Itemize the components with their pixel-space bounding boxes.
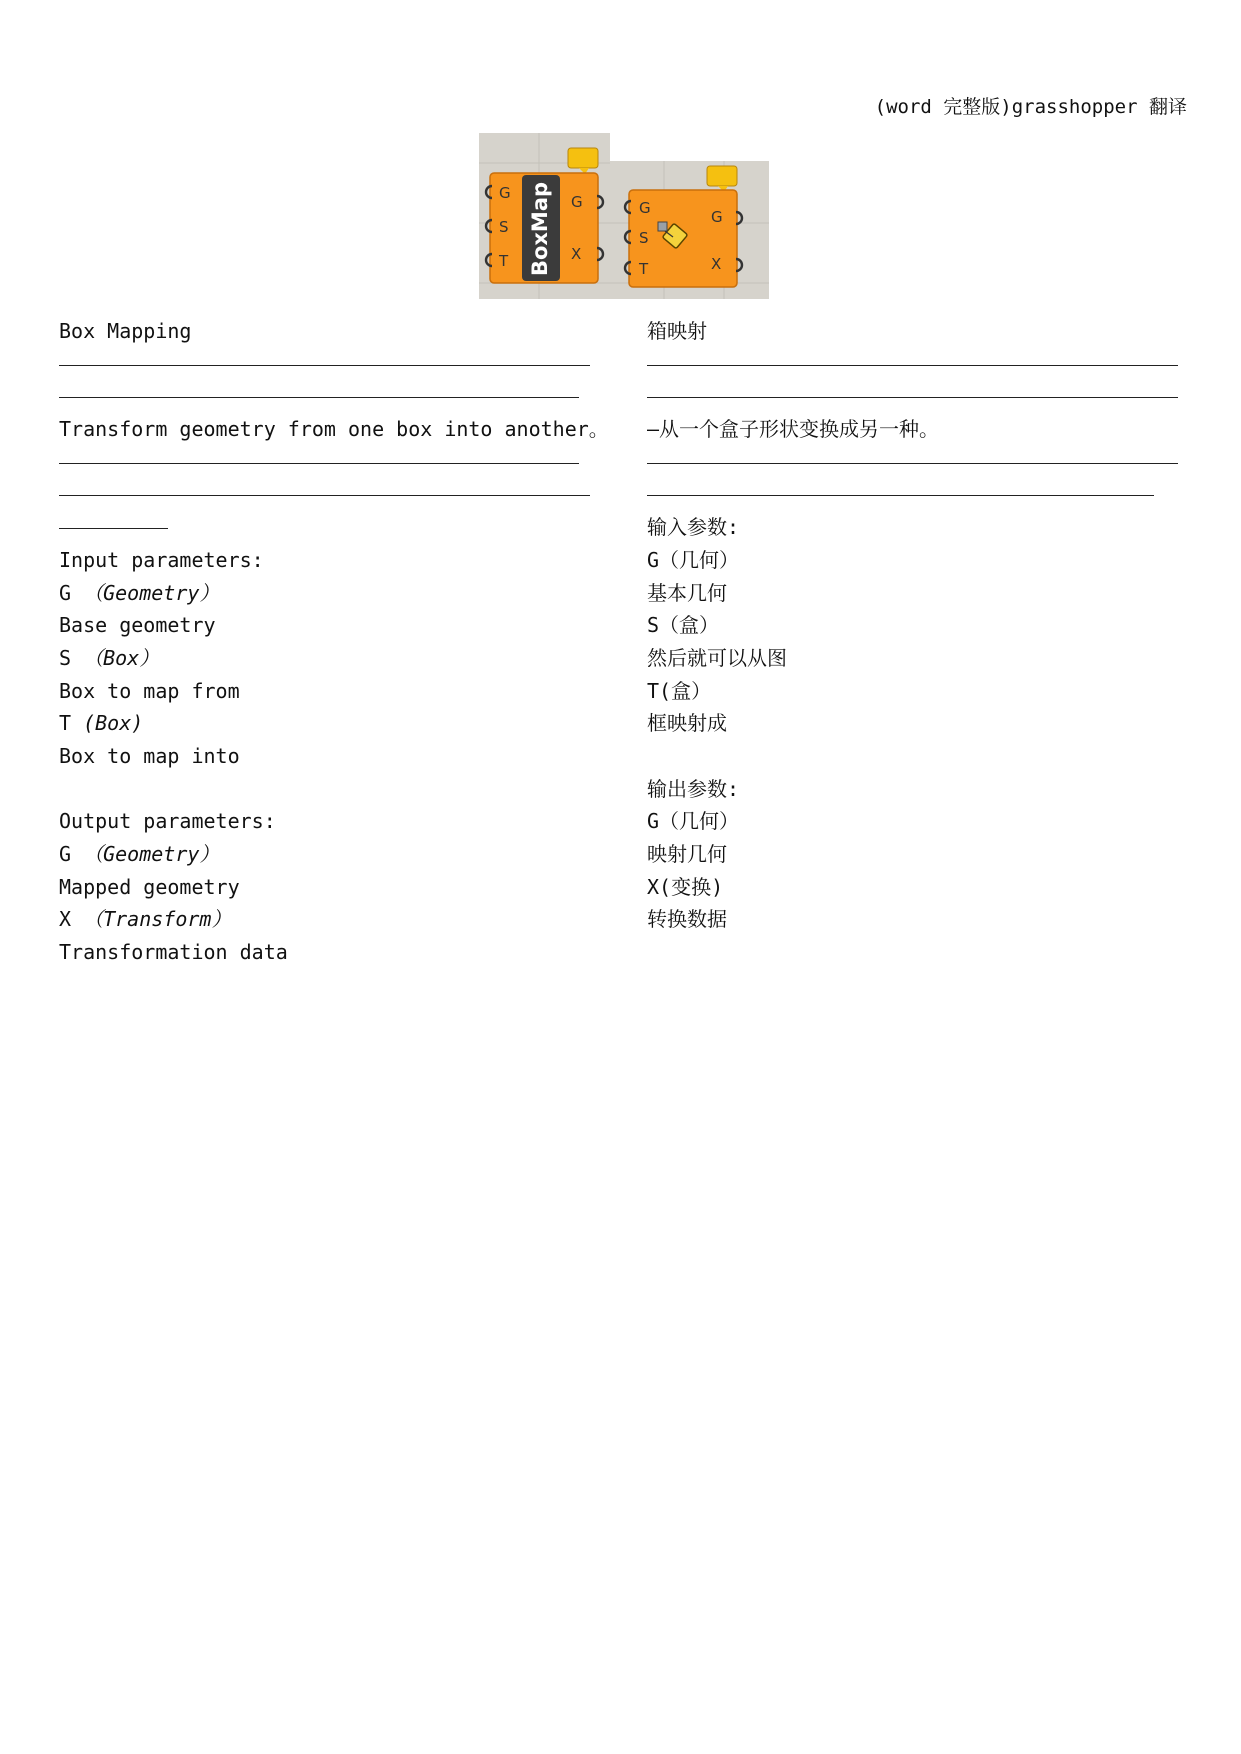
input-s-label: S: [639, 229, 649, 247]
output-x-label: X: [571, 245, 582, 263]
boxmap-title: BoxMap: [528, 181, 552, 277]
param-description: 基本几何: [647, 580, 727, 605]
component-title: 箱映射: [647, 319, 707, 343]
input-param-t: [59, 707, 599, 740]
grasshopper-components-figure: [479, 133, 769, 299]
input-parameters-heading: 输入参数:: [647, 515, 740, 540]
component-title: Box Mapping: [59, 319, 192, 343]
chinese-column: [647, 315, 1187, 936]
param-description: Base geometry: [59, 613, 216, 638]
param-type: （Geometry）: [83, 842, 220, 866]
output-x-label: X: [711, 255, 722, 273]
divider: [647, 348, 1187, 381]
output-g-label: G: [711, 208, 723, 226]
input-param-g: [59, 577, 599, 610]
param-name: G: [59, 580, 72, 605]
param-type: （Box）: [83, 645, 160, 670]
divider: [647, 380, 1187, 413]
param-type: （Geometry）: [83, 580, 220, 605]
param-name: X: [59, 907, 72, 932]
param-description: Box to map from: [59, 678, 240, 703]
param-description: 转换数据: [647, 907, 727, 932]
document-header: (word 完整版)grasshopper 翻译: [874, 96, 1187, 118]
input-param-s: [59, 642, 599, 675]
param-type: （Transform）: [83, 907, 232, 932]
input-parameters-heading: Input parameters:: [59, 547, 264, 572]
input-t-label: T: [499, 252, 509, 270]
output-param-g: [59, 838, 599, 871]
param-description: 框映射成: [647, 711, 727, 736]
param-name: G（几何）: [647, 809, 740, 834]
input-t-label: T: [639, 260, 649, 278]
param-name: G: [59, 842, 72, 866]
param-description: 映射几何: [647, 842, 727, 866]
input-g-label: G: [499, 184, 511, 202]
param-description: Mapped geometry: [59, 874, 240, 899]
param-name: X(变换): [647, 874, 724, 899]
output-parameters-heading: Output parameters:: [59, 809, 276, 834]
divider: [647, 446, 1187, 479]
output-param-x: [59, 903, 599, 936]
param-name: S: [59, 645, 72, 670]
param-name: T(盒）: [647, 678, 712, 703]
divider: [647, 478, 1187, 511]
input-g-label: G: [639, 199, 651, 217]
param-description: Transformation data: [59, 940, 288, 965]
param-description: Box to map into: [59, 743, 240, 768]
param-description: 然后就可以从图: [647, 645, 787, 670]
param-type: (Box): [83, 711, 144, 736]
divider: [59, 478, 599, 511]
divider: [59, 380, 599, 413]
english-column: [59, 315, 609, 969]
divider: [59, 511, 599, 544]
component-description: Transform geometry from one box into another。: [59, 417, 609, 442]
component-description: —从一个盒子形状变换成另一种。: [647, 417, 940, 442]
divider: [59, 446, 599, 479]
divider: [59, 348, 599, 381]
output-g-label: G: [571, 193, 583, 211]
input-s-label: S: [499, 218, 509, 236]
param-name: S（盒）: [647, 613, 720, 638]
output-parameters-heading: 输出参数:: [647, 776, 740, 801]
param-name: T: [59, 711, 72, 736]
param-name: G（几何）: [647, 547, 740, 572]
